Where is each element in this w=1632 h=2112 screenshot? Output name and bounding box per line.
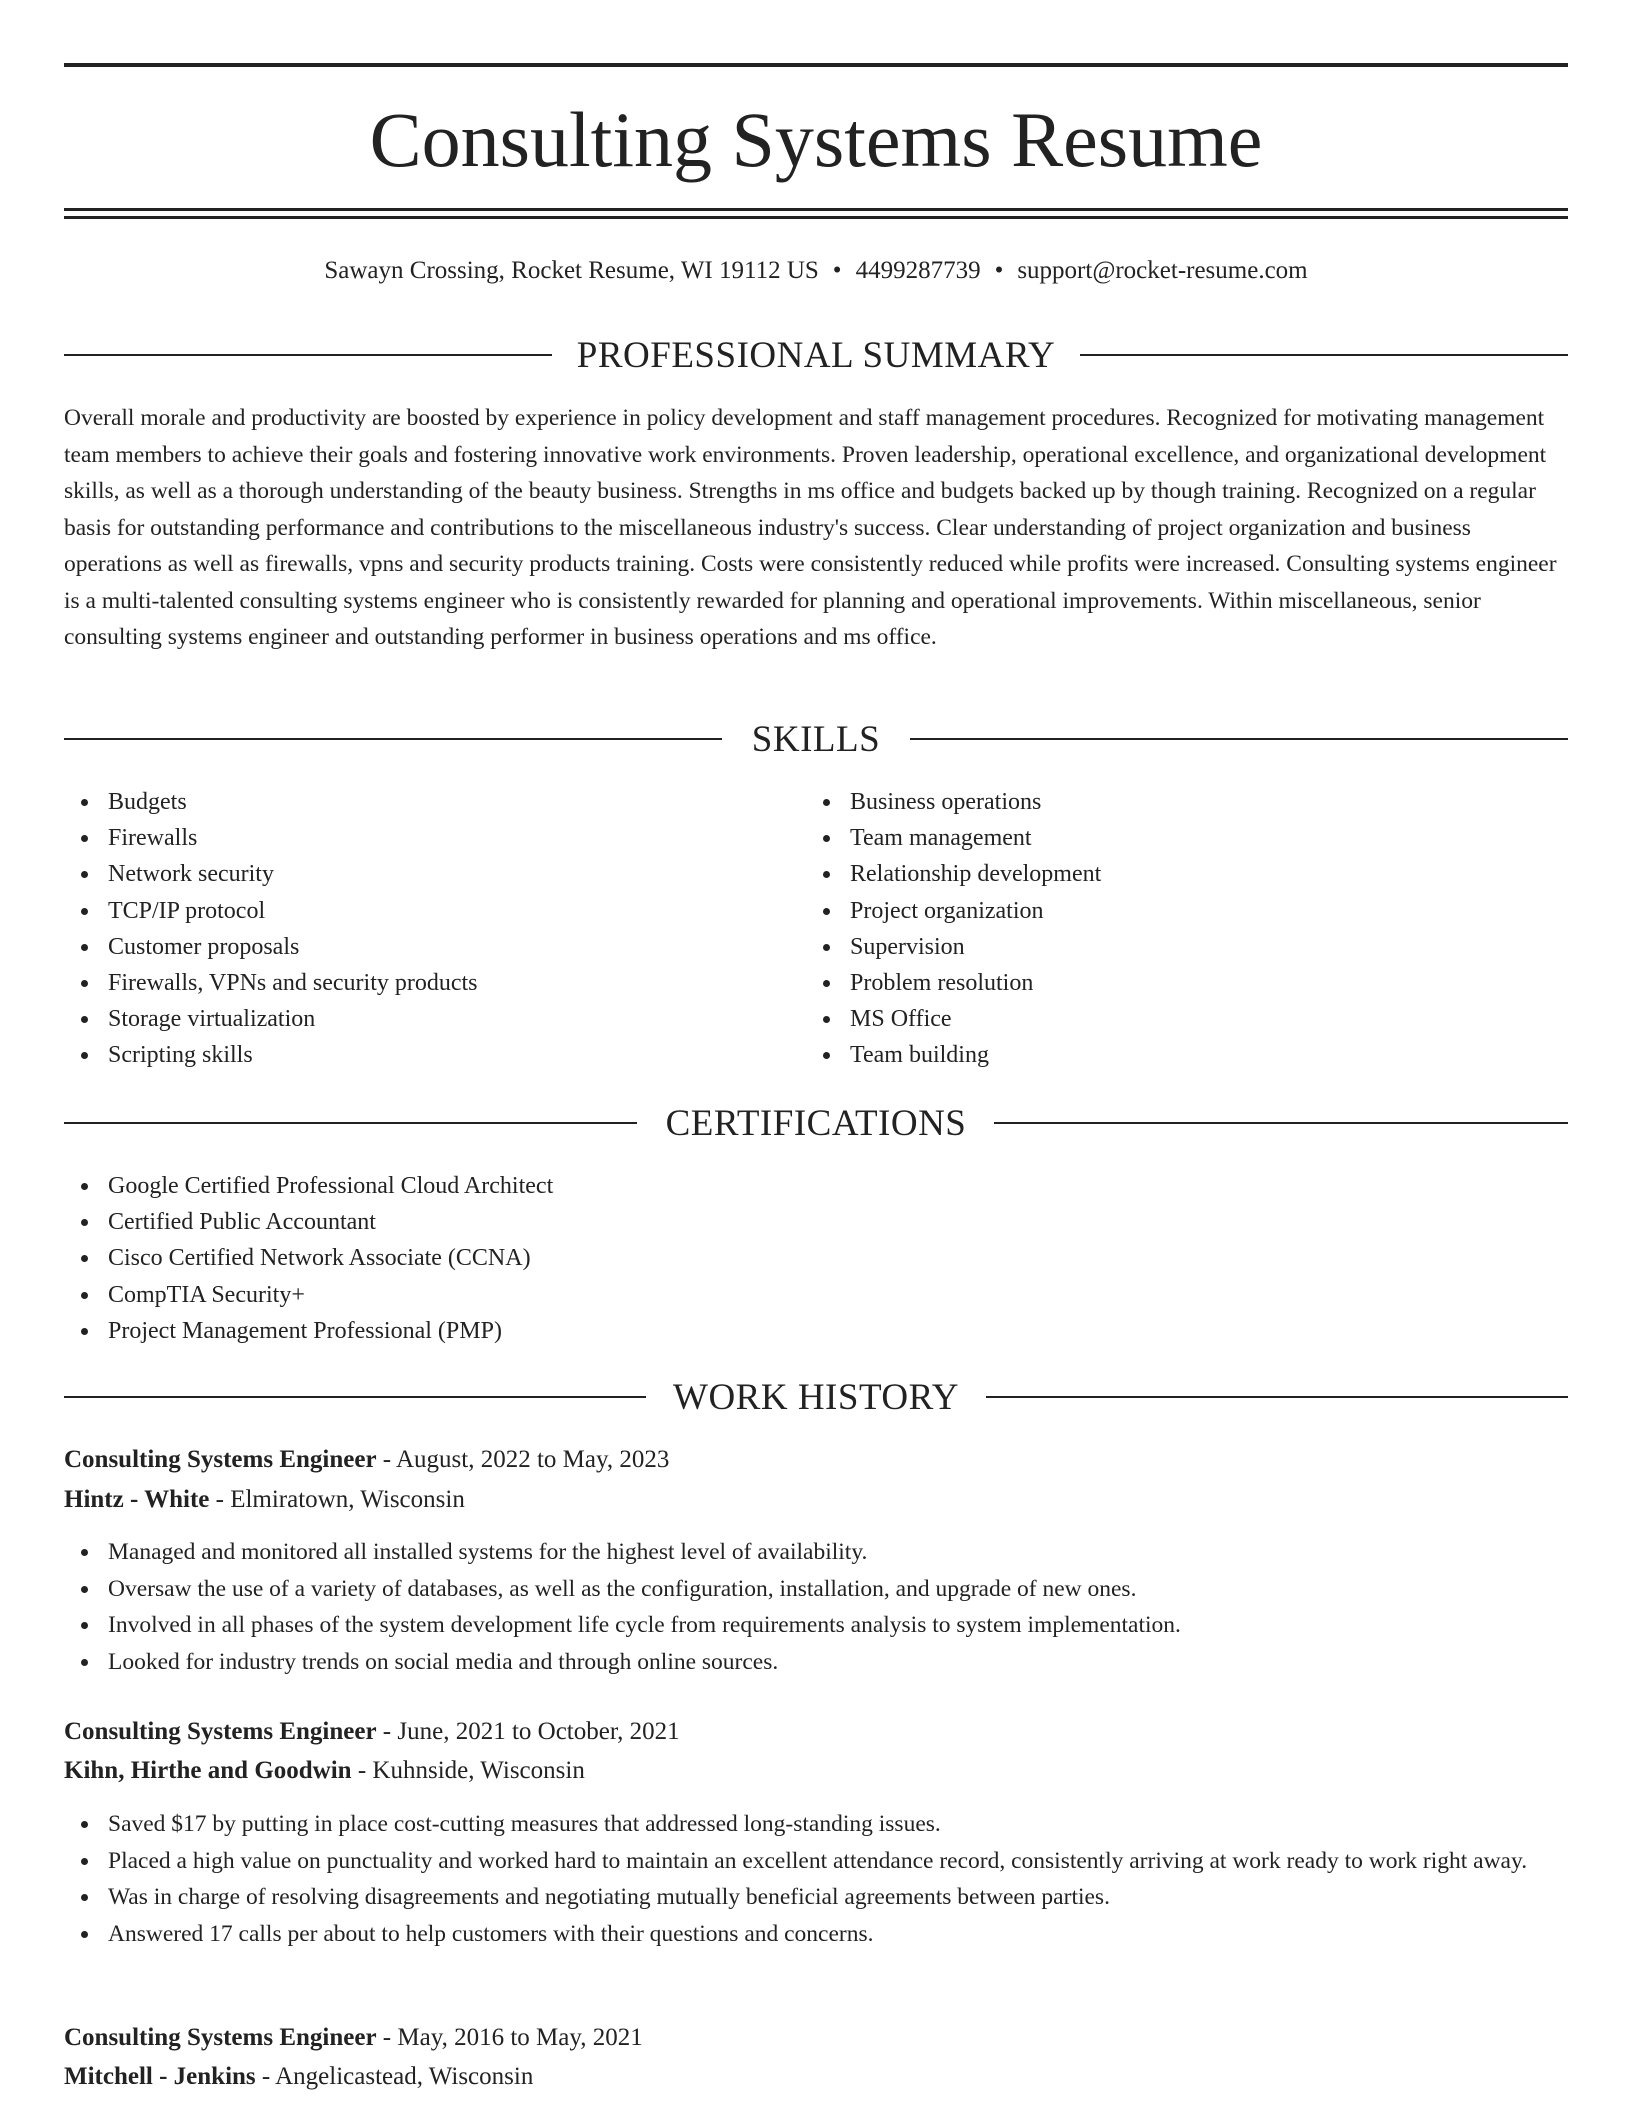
skill-item: Relationship development [806,856,1506,892]
skill-item: Scripting skills [64,1037,764,1073]
job-title-line: Consulting Systems Engineer - August, 2022 to May, 2023 [64,1446,670,1473]
job-company: Kihn, Hirthe and Goodwin [64,1757,352,1784]
duty-item: Managed and monitored all installed systems for the highest level of availability. [64,1534,1574,1571]
certification-item: Certified Public Accountant [64,1204,1064,1240]
job-dates: August, 2022 to May, 2023 [396,1446,670,1473]
skill-item: Firewalls [64,820,764,856]
certification-item: Google Certified Professional Cloud Architect [64,1168,1064,1204]
certification-item: Cisco Certified Network Associate (CCNA) [64,1240,1064,1276]
certification-item: Project Management Professional (PMP) [64,1313,1064,1349]
job-location: Kuhnside, Wisconsin [372,1757,585,1784]
top-rule [64,63,1568,67]
skill-item: Storage virtualization [64,1001,764,1037]
certification-item: CompTIA Security+ [64,1277,1064,1313]
certifications-list [64,1168,1064,1349]
section-rule-right [1080,354,1568,356]
skill-item: MS Office [806,1001,1506,1037]
job-duties [64,1806,1574,1952]
section-heading-work-history: WORK HISTORY [673,1377,959,1418]
job-location: Angelicastead, Wisconsin [275,2063,534,2090]
contact-line [0,254,1632,288]
skill-item: Customer proposals [64,929,764,965]
duty-item: Answered 17 calls per about to help customers with their questions and concerns. [64,1916,1574,1953]
duty-item: Looked for industry trends on social media and through online sources. [64,1644,1574,1681]
skill-item: Budgets [64,784,764,820]
job-company-line: Hintz - White - Elmiratown, Wisconsin [64,1486,465,1513]
job-company: Mitchell - Jenkins [64,2063,256,2090]
job-title: Consulting Systems Engineer [64,1446,377,1473]
job-company: Hintz - White [64,1486,210,1513]
section-rule-right [994,1122,1568,1124]
duty-item: Was in charge of resolving disagreements and negotiating mutually beneficial agreements between parties. [64,1879,1574,1916]
skill-item: Project organization [806,893,1506,929]
skill-item: Team management [806,820,1506,856]
contact-phone: 4499287739 [855,257,981,284]
skill-item: Network security [64,856,764,892]
job-company-line: Mitchell - Jenkins - Angelicastead, Wisconsin [64,2063,534,2090]
title-double-rule-upper [64,208,1568,211]
title-double-rule-lower [64,216,1568,219]
summary-text: Overall morale and productivity are boosted by experience in policy development and staff management procedures. Recognized for motivating management team members to achieve their goals and fostering innovative work environments. Proven leadership, operational excellence, and organizational development skills, as well as a thorough understanding of the beauty business. Strengths in ms office and budgets backed up by though training. Recognized on a regular basis for outstanding performance and contributions to the miscellaneous industry's success. Clear understanding of project organization and business operations as well as firewalls, vpns and security products training. Costs were consistently reduced while profits were increased. Consulting systems engineer is a multi-talented consulting systems engineer who is consistently rewarded for planning and operational improvements. Within miscellaneous, senior consulting systems engineer and outstanding performer in business operations and ms office. [64,405,1557,650]
job-duties [64,1534,1574,1680]
job-title-line: Consulting Systems Engineer - June, 2021 to October, 2021 [64,1718,680,1745]
contact-address: Sawayn Crossing, Rocket Resume, WI 19112 US [324,257,819,284]
resume-title: Consulting Systems Resume [369,96,1263,183]
skill-item: TCP/IP protocol [64,893,764,929]
skill-item: Business operations [806,784,1506,820]
job-dates: June, 2021 to October, 2021 [397,1718,680,1745]
job-dates: May, 2016 to May, 2021 [397,2024,643,2051]
section-heading-summary: PROFESSIONAL SUMMARY [576,335,1056,376]
contact-separator: • [994,257,1004,284]
skill-item: Supervision [806,929,1506,965]
skills-list-left [64,784,764,1074]
section-rule-right [910,738,1568,740]
duty-item: Placed a high value on punctuality and worked hard to maintain an excellent attendance record, consistently arriving at work ready to work right away. [64,1843,1574,1880]
job-title-line: Consulting Systems Engineer - May, 2016 to May, 2021 [64,2024,643,2051]
skill-item: Firewalls, VPNs and security products [64,965,764,1001]
skill-item: Team building [806,1037,1506,1073]
contact-email: support@rocket-resume.com [1017,257,1308,284]
duty-item: Saved $17 by putting in place cost-cutting measures that addressed long-standing issues. [64,1806,1574,1843]
section-heading-certifications: CERTIFICATIONS [665,1103,967,1144]
job-title: Consulting Systems Engineer [64,2024,377,2051]
job-title: Consulting Systems Engineer [64,1718,377,1745]
job-company-line: Kihn, Hirthe and Goodwin - Kuhnside, Wisconsin [64,1757,585,1784]
section-heading-skills: SKILLS [751,719,881,760]
skills-list-right [806,784,1506,1074]
section-rule-right [986,1396,1568,1398]
skill-item: Problem resolution [806,965,1506,1001]
job-location: Elmiratown, Wisconsin [230,1486,465,1513]
contact-separator: • [832,257,842,284]
duty-item: Oversaw the use of a variety of databases, as well as the configuration, installation, and upgrade of new ones. [64,1571,1574,1608]
duty-item: Involved in all phases of the system development life cycle from requirements analysis to system implementation. [64,1607,1574,1644]
